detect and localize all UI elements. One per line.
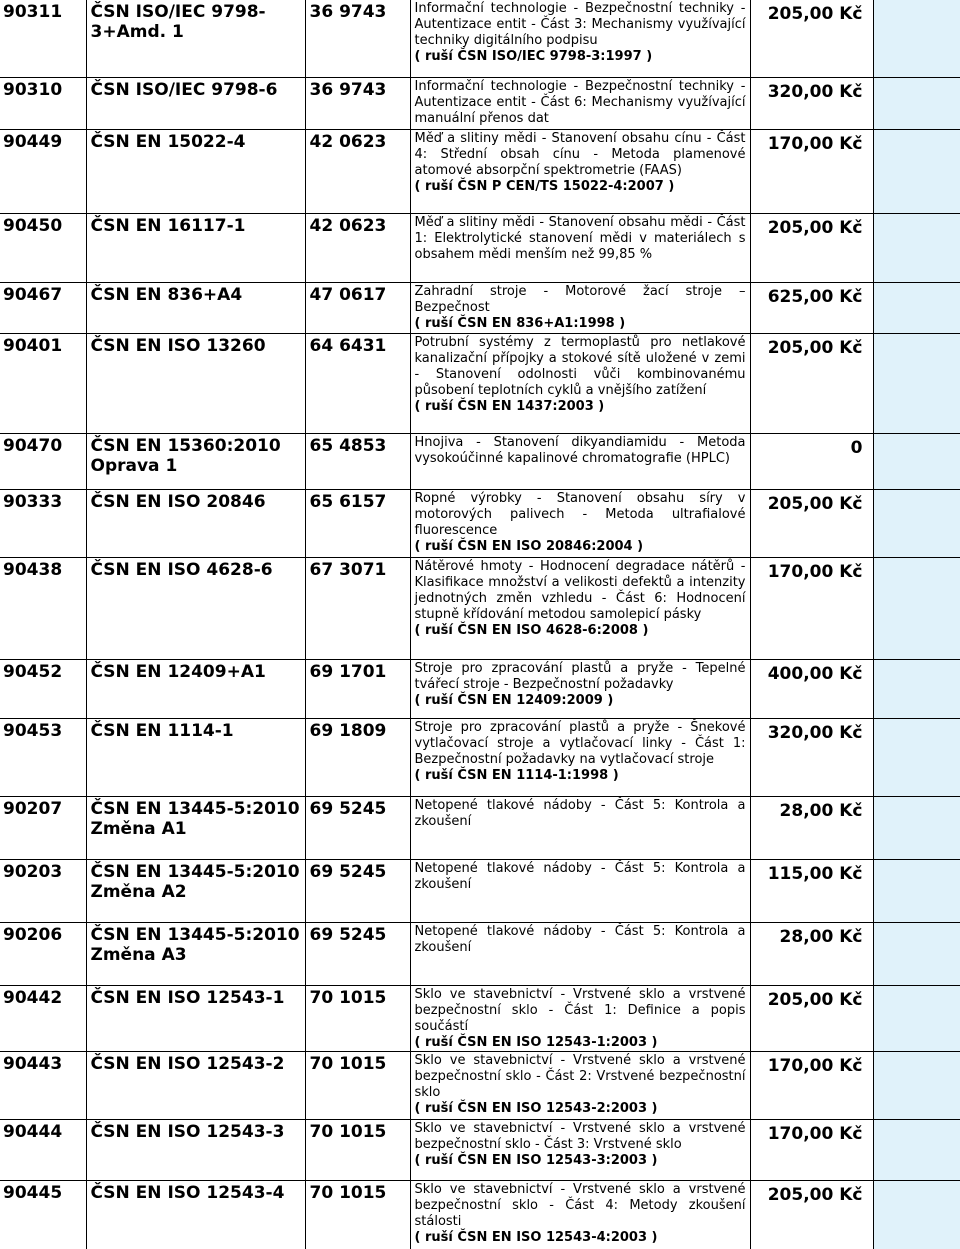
replaces-note: ( ruší ČSN EN ISO 12543-2:2003 ) xyxy=(414,1100,658,1116)
standard-title: Sklo ve stavebnictví - Vrstvené sklo a vrstvené bezpečnostní sklo - Část 3: Vrstvené sklo xyxy=(414,1120,746,1152)
catalog-row xyxy=(0,1180,960,1249)
price: 320,00 Kč xyxy=(750,77,873,129)
replaces-note: ( ruší ČSN EN ISO 12543-3:2003 ) xyxy=(414,1152,658,1168)
order-quantity-cell[interactable] xyxy=(873,796,960,859)
standard-description xyxy=(410,282,750,333)
catalog-row xyxy=(0,213,960,282)
standard-description xyxy=(410,213,750,282)
catalog-row xyxy=(0,922,960,985)
standard-designation: ČSN EN ISO 12543-2 xyxy=(86,1051,305,1119)
standard-designation: ČSN EN 13445-5:2010 Změna A1 xyxy=(86,796,305,859)
classification-mark: 36 9743 xyxy=(305,0,410,77)
catalog-number: 90470 xyxy=(0,433,86,489)
order-quantity-cell[interactable] xyxy=(873,77,960,129)
standard-title: Stroje pro zpracování plastů a pryže - Tepelné tvářecí stroje - Bezpečnostní požadavky xyxy=(414,660,746,692)
classification-mark: 69 5245 xyxy=(305,796,410,859)
price: 170,00 Kč xyxy=(750,1051,873,1119)
replaces-note: ( ruší ČSN EN ISO 20846:2004 ) xyxy=(414,538,644,554)
classification-mark: 42 0623 xyxy=(305,213,410,282)
order-quantity-cell[interactable] xyxy=(873,985,960,1051)
standard-title: Měď a slitiny mědi - Stanovení obsahu cínu - Část 4: Střední obsah cínu - Metoda plamenové atomové absorpční spektrometrie (FAAS) xyxy=(414,130,746,178)
standard-description xyxy=(410,1119,750,1180)
catalog-number: 90401 xyxy=(0,333,86,433)
classification-mark: 70 1015 xyxy=(305,985,410,1051)
replaces-note: ( ruší ČSN ISO/IEC 9798-3:1997 ) xyxy=(414,49,653,64)
price: 115,00 Kč xyxy=(750,859,873,922)
catalog-row xyxy=(0,1051,960,1119)
standard-title: Stroje pro zpracování plastů a pryže - Šnekové vytlačovací stroje a vytlačovací linky - Část 1: Bezpečnostní požadavky na vytlačovací stroje xyxy=(414,719,746,767)
price: 400,00 Kč xyxy=(750,659,873,718)
classification-mark: 70 1015 xyxy=(305,1180,410,1249)
price: 28,00 Kč xyxy=(750,796,873,859)
price: 0 xyxy=(750,433,873,489)
standard-designation: ČSN EN 15360:2010 Oprava 1 xyxy=(86,433,305,489)
catalog-number: 90442 xyxy=(0,985,86,1051)
replaces-note: ( ruší ČSN EN 1437:2003 ) xyxy=(414,398,605,414)
price: 205,00 Kč xyxy=(750,333,873,433)
catalog-row xyxy=(0,0,960,77)
standard-title: Sklo ve stavebnictví - Vrstvené sklo a vrstvené bezpečnostní sklo - Část 4: Metody zkoušení stálosti xyxy=(414,1181,746,1229)
catalog-row xyxy=(0,77,960,129)
price: 205,00 Kč xyxy=(750,0,873,77)
standard-designation: ČSN EN ISO 4628-6 xyxy=(86,557,305,659)
catalog-number: 90311 xyxy=(3,2,63,22)
standard-description xyxy=(410,1180,750,1249)
order-quantity-cell[interactable] xyxy=(873,1180,960,1249)
standard-description xyxy=(410,77,750,129)
catalog-number: 90452 xyxy=(0,659,86,718)
classification-mark: 69 5245 xyxy=(305,922,410,985)
standard-description xyxy=(410,557,750,659)
classification-mark: 65 6157 xyxy=(305,489,410,557)
standard-designation: ČSN ISO/IEC 9798-3+Amd. 1 xyxy=(86,0,305,77)
order-quantity-cell[interactable] xyxy=(873,557,960,659)
catalog-number: 90207 xyxy=(0,796,86,859)
classification-mark: 64 6431 xyxy=(305,333,410,433)
standard-designation: ČSN EN ISO 12543-4 xyxy=(86,1180,305,1249)
standard-title: Ropné výrobky - Stanovení obsahu síry v motorových palivech - Metoda ultrafialové fluorescence xyxy=(414,490,746,538)
standard-designation: ČSN ISO/IEC 9798-6 xyxy=(86,77,305,129)
catalog-row xyxy=(0,557,960,659)
standard-title: Informační technologie - Bezpečnostní techniky - Autentizace entit - Část 3: Mechanismy využívající techniky digitálního podpisu xyxy=(414,1,746,48)
catalog-number: 90310 xyxy=(0,77,86,129)
price: 170,00 Kč xyxy=(750,557,873,659)
catalog-number: 90449 xyxy=(0,129,86,213)
catalog-number: 90333 xyxy=(0,489,86,557)
catalog-number: 90450 xyxy=(0,213,86,282)
order-quantity-cell[interactable] xyxy=(873,1051,960,1119)
catalog-row xyxy=(0,796,960,859)
standard-title: Informační technologie - Bezpečnostní techniky - Autentizace entit - Část 6: Mechanismy využívající manuální přenos dat xyxy=(414,78,746,126)
standard-title: Netopené tlakové nádoby - Část 5: Kontrola a zkoušení xyxy=(414,860,746,892)
order-quantity-cell[interactable] xyxy=(873,922,960,985)
catalog-row xyxy=(0,333,960,433)
standard-designation: ČSN EN 12409+A1 xyxy=(86,659,305,718)
order-quantity-cell[interactable] xyxy=(873,859,960,922)
price: 205,00 Kč xyxy=(750,1180,873,1249)
standard-description xyxy=(410,796,750,859)
catalog-row xyxy=(0,433,960,489)
price: 205,00 Kč xyxy=(750,985,873,1051)
order-quantity-cell[interactable] xyxy=(873,282,960,333)
price: 205,00 Kč xyxy=(750,213,873,282)
standard-description xyxy=(410,985,750,1051)
replaces-note: ( ruší ČSN EN ISO 4628-6:2008 ) xyxy=(414,622,649,638)
standard-description xyxy=(410,1051,750,1119)
standard-title: Potrubní systémy z termoplastů pro netlakové kanalizační přípojky a stokové sítě uložené v zemi - Stanovení odolnosti vůči kombinovanému působení teplotních cyklů a vnějšího zatížení xyxy=(414,334,746,398)
replaces-note: ( ruší ČSN P CEN/TS 15022-4:2007 ) xyxy=(414,178,675,194)
classification-mark: 67 3071 xyxy=(305,557,410,659)
order-quantity-cell[interactable] xyxy=(873,129,960,213)
price: 625,00 Kč xyxy=(750,282,873,333)
order-quantity-cell[interactable] xyxy=(873,659,960,718)
standard-designation: ČSN EN ISO 12543-3 xyxy=(86,1119,305,1180)
standard-title: Netopené tlakové nádoby - Část 5: Kontrola a zkoušení xyxy=(414,923,746,955)
standard-description xyxy=(410,922,750,985)
standard-designation: ČSN EN ISO 20846 xyxy=(86,489,305,557)
replaces-note: ( ruší ČSN EN 1114-1:1998 ) xyxy=(414,767,619,783)
order-quantity-cell[interactable] xyxy=(873,0,960,77)
standard-description xyxy=(410,718,750,796)
catalog-number: 90453 xyxy=(0,718,86,796)
classification-mark: 36 9743 xyxy=(305,77,410,129)
catalog-row xyxy=(0,282,960,333)
catalog-number: 90443 xyxy=(0,1051,86,1119)
catalog-number: 90206 xyxy=(0,922,86,985)
catalog-row xyxy=(0,1119,960,1180)
price: 205,00 Kč xyxy=(750,489,873,557)
classification-mark: 69 1701 xyxy=(305,659,410,718)
standard-designation: ČSN EN 1114-1 xyxy=(86,718,305,796)
standard-designation: ČSN EN 16117-1 xyxy=(86,213,305,282)
classification-mark: 69 1809 xyxy=(305,718,410,796)
catalog-row xyxy=(0,489,960,557)
order-quantity-cell[interactable] xyxy=(873,489,960,557)
standard-description xyxy=(410,659,750,718)
order-quantity-cell[interactable] xyxy=(873,718,960,796)
catalog-row xyxy=(0,859,960,922)
standard-description xyxy=(410,333,750,433)
catalog-number: 90445 xyxy=(0,1180,86,1249)
catalog-row xyxy=(0,129,960,213)
standard-description xyxy=(410,489,750,557)
price: 170,00 Kč xyxy=(750,129,873,213)
catalog-number: 90467 xyxy=(0,282,86,333)
standard-title: Zahradní stroje - Motorové žací stroje – Bezpečnost xyxy=(414,283,746,315)
classification-mark: 65 4853 xyxy=(305,433,410,489)
standard-designation: ČSN EN 13445-5:2010 Změna A2 xyxy=(86,859,305,922)
catalog-number: 90203 xyxy=(0,859,86,922)
classification-mark: 42 0623 xyxy=(305,129,410,213)
price: 28,00 Kč xyxy=(750,922,873,985)
standard-title: Sklo ve stavebnictví - Vrstvené sklo a vrstvené bezpečnostní sklo - Část 1: Definice a popis součástí xyxy=(414,986,746,1034)
standard-designation: ČSN EN ISO 13260 xyxy=(86,333,305,433)
standard-designation: ČSN EN ISO 12543-1 xyxy=(86,985,305,1051)
standard-title: Sklo ve stavebnictví - Vrstvené sklo a vrstvené bezpečnostní sklo - Část 2: Vrstvené bezpečnostní sklo xyxy=(414,1052,746,1100)
classification-mark: 70 1015 xyxy=(305,1051,410,1119)
replaces-note: ( ruší ČSN EN 12409:2009 ) xyxy=(414,692,614,708)
order-quantity-cell[interactable] xyxy=(873,433,960,489)
standard-description xyxy=(410,0,750,77)
standard-description xyxy=(410,859,750,922)
order-quantity-cell[interactable] xyxy=(873,213,960,282)
classification-mark: 47 0617 xyxy=(305,282,410,333)
order-quantity-cell[interactable] xyxy=(873,1119,960,1180)
standard-description xyxy=(410,129,750,213)
price: 320,00 Kč xyxy=(750,718,873,796)
catalog-row xyxy=(0,985,960,1051)
standard-title: Měď a slitiny mědi - Stanovení obsahu mědi - Část 1: Elektrolytické stanovení mědi v materiálech s obsahem mědi menším než 99,85 % xyxy=(414,214,746,262)
catalog-number: 90444 xyxy=(0,1119,86,1180)
standard-designation: ČSN EN 15022-4 xyxy=(86,129,305,213)
standard-title: Netopené tlakové nádoby - Část 5: Kontrola a zkoušení xyxy=(414,797,746,829)
replaces-note: ( ruší ČSN EN 836+A1:1998 ) xyxy=(414,315,626,331)
classification-mark: 69 5245 xyxy=(305,859,410,922)
replaces-note: ( ruší ČSN EN ISO 12543-1:2003 ) xyxy=(414,1034,658,1050)
price: 170,00 Kč xyxy=(750,1119,873,1180)
standard-designation: ČSN EN 13445-5:2010 Změna A3 xyxy=(86,922,305,985)
standard-designation: ČSN EN 836+A4 xyxy=(86,282,305,333)
catalog-number: 90438 xyxy=(0,557,86,659)
standard-description xyxy=(410,433,750,489)
catalog-row xyxy=(0,659,960,718)
classification-mark: 70 1015 xyxy=(305,1119,410,1180)
replaces-note: ( ruší ČSN EN ISO 12543-4:2003 ) xyxy=(414,1229,658,1245)
standard-title: Nátěrové hmoty - Hodnocení degradace nátěrů - Klasifikace množství a velikosti defektů a intenzity jednotných změn vzhledu - Část 6: Hodnocení stupně křídování metodou samolepicí pásky xyxy=(414,558,746,622)
catalog-row xyxy=(0,718,960,796)
order-quantity-cell[interactable] xyxy=(873,333,960,433)
standard-title: Hnojiva - Stanovení dikyandiamidu - Metoda vysokoúčinné kapalinové chromatografie (HPLC) xyxy=(414,434,746,466)
